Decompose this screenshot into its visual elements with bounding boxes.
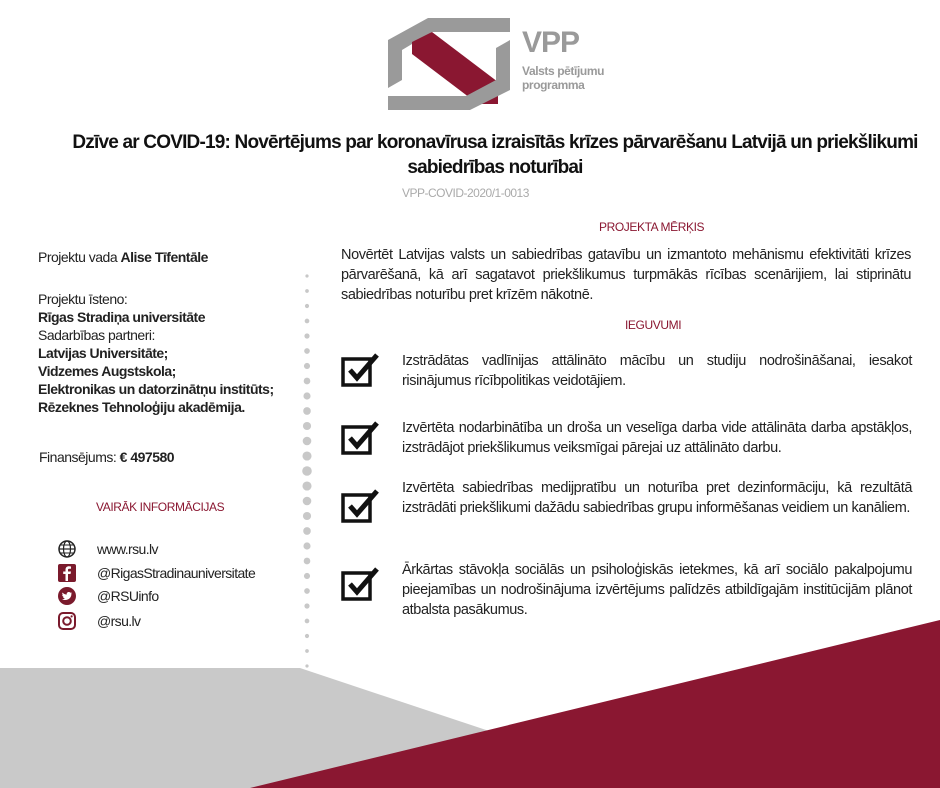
- divider-dot: [305, 289, 309, 293]
- divider-dot: [304, 603, 309, 608]
- divider-dot: [303, 392, 310, 399]
- result-item: Ārkārtas stāvokļa sociālās un psiholoģiskās ietekmes, kā arī sociālo pakalpojumu pieejamības un nodrošinājuma izvērtējums palīdzēs atbildīgajām institūcijām plānot atbalsta pasākumus.: [402, 562, 912, 618]
- project-leader: [38, 248, 208, 266]
- partner-item: Elektronikas un datorzinātņu institūts;: [38, 381, 274, 397]
- page-title: Dzīve ar COVID-19: Novērtējums par koronavīrusa izraisītās krīzes pārvarēšanu Latvijā un priekšlikumi sabiedrības noturībai: [72, 132, 918, 178]
- divider-dot: [302, 481, 311, 490]
- results-heading: IEGUVUMI: [625, 318, 682, 332]
- divider-dot: [304, 588, 310, 594]
- implementer-name: Rīgas Stradiņa universitāte: [38, 309, 206, 325]
- divider-dot: [302, 466, 312, 476]
- partners-label: Sadarbības partneri:: [38, 327, 155, 343]
- checkbox-icon: [340, 420, 380, 456]
- partner-item: Latvijas Universitāte;: [38, 345, 168, 361]
- partner-item: Rēzeknes Tehnoloģiju akadēmija.: [38, 399, 245, 415]
- divider-dot: [305, 649, 309, 653]
- funding: [39, 448, 174, 466]
- divider-dot: [303, 512, 311, 520]
- project-code: VPP-COVID-2020/1-0013: [402, 186, 529, 200]
- contact-facebook-link[interactable]: @RigasStradinauniversitate: [97, 565, 256, 581]
- checkbox-icon: [340, 488, 380, 524]
- leader-name: Alise Tīfentāle: [120, 249, 208, 265]
- logo-line2: programma: [522, 78, 585, 92]
- divider-dot: [303, 527, 311, 535]
- contact-instagram-link[interactable]: @rsu.lv: [97, 613, 141, 629]
- implementer-label: Projektu īsteno:: [38, 291, 128, 307]
- goal-text: Novērtēt Latvijas valsts un sabiedrības gatavību un izmantoto mehānismu efektivitāti krīzes pārvarēšanā, kā arī sagatavot priekšlikumus turpmākās rīcības scenārijiem, lai stiprinātu sabiedrības noturību pret krīzēm nākotnē.: [341, 247, 911, 303]
- result-item: Izstrādātas vadlīnijas attālināto mācību un studiju nodrošināšanai, iesakot risinājumus rīcībpolitikas veidotājiem.: [402, 353, 912, 389]
- divider-dot: [305, 619, 310, 624]
- result-item: Izvērtēta nodarbinātība un droša un veselīga darba vide attālināta darba apstākļos, izstrādājot priekšlikumus veiksmīgai pārejai uz attālināto darbu.: [402, 420, 912, 456]
- divider-dot: [304, 348, 310, 354]
- result-item: Izvērtēta sabiedrības medijpratību un noturība pret dezinformāciju, kā rezultātā izstrādāti priekšlikumi dažādu sabiedrības grupu informēšanas veidiem un kanāliem.: [402, 480, 912, 516]
- divider-dot: [305, 304, 309, 308]
- facebook-icon: [56, 563, 78, 583]
- funding-amount: € 497580: [119, 449, 175, 465]
- checkbox-icon: [340, 566, 380, 602]
- vpp-logo-icon: [388, 18, 510, 110]
- divider-dot: [303, 422, 311, 430]
- globe-icon: [56, 539, 78, 559]
- divider-dot: [304, 558, 311, 565]
- implementer-block: [38, 290, 308, 416]
- goal-heading: PROJEKTA MĒRĶIS: [599, 220, 705, 234]
- divider-dot: [304, 378, 311, 385]
- divider-dot: [305, 634, 309, 638]
- contact-website-link[interactable]: www.rsu.lv: [97, 541, 158, 557]
- divider-dot: [303, 437, 312, 446]
- logo-abbr: VPP: [522, 26, 580, 59]
- divider-dot: [304, 363, 310, 369]
- twitter-icon: [56, 586, 78, 606]
- leader-label: Projektu vada: [38, 249, 118, 265]
- divider-dot: [303, 497, 312, 506]
- divider-dot: [305, 319, 310, 324]
- divider-dot: [305, 664, 308, 667]
- divider-dot: [303, 542, 310, 549]
- dotted-divider: [300, 270, 314, 670]
- divider-dot: [303, 407, 311, 415]
- more-info-heading: VAIRĀK INFORMĀCIJAS: [96, 500, 225, 514]
- checkbox-icon: [340, 352, 380, 388]
- instagram-icon: [56, 611, 78, 631]
- partner-item: Vidzemes Augstskola;: [38, 363, 176, 379]
- divider-dot: [305, 274, 308, 277]
- divider-dot: [304, 573, 310, 579]
- contact-twitter-link[interactable]: @RSUinfo: [97, 588, 159, 604]
- logo-line1: Valsts pētījumu: [522, 64, 605, 78]
- divider-dot: [304, 333, 309, 338]
- funding-label: Finansējums:: [39, 449, 117, 465]
- divider-dot: [302, 451, 311, 460]
